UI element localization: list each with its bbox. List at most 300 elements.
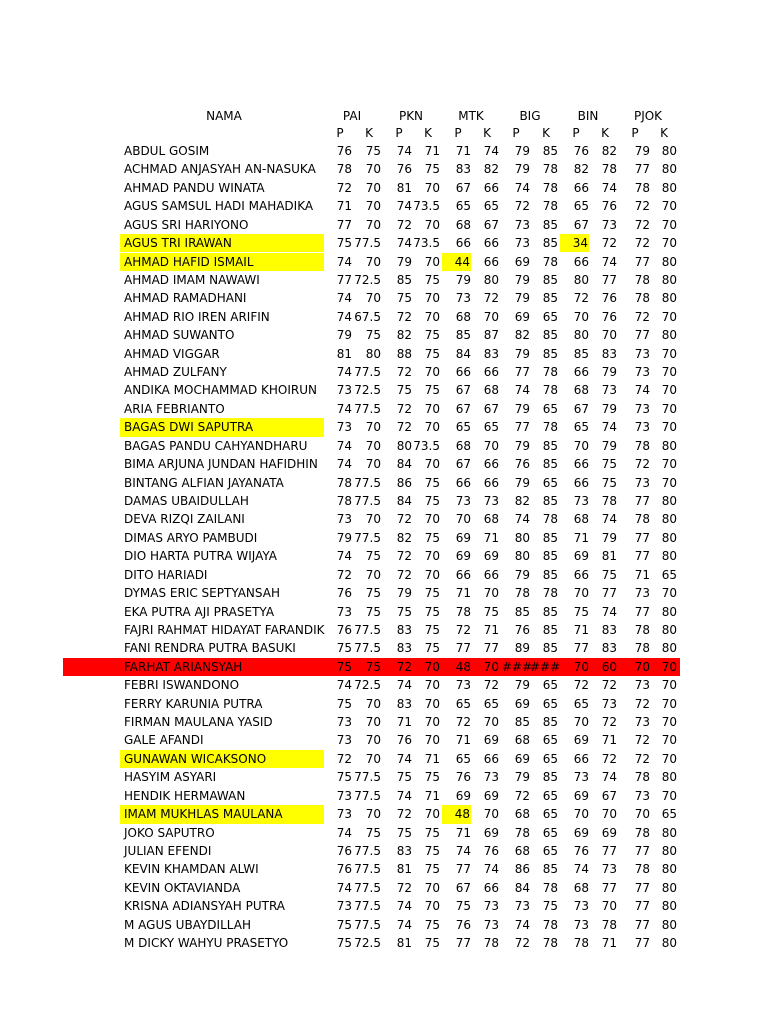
subheader-p: P [454, 126, 462, 140]
score-cell: 66 [483, 567, 499, 582]
subheader-k: K [542, 126, 550, 140]
score-cell: 70 [424, 420, 440, 435]
subheader-k: K [601, 126, 609, 140]
score-cell: 70 [424, 309, 440, 324]
score-cell: 80 [661, 825, 677, 840]
student-name: AHMAD RAMADHANI [124, 291, 247, 306]
score-cell: 74 [396, 917, 412, 932]
table-row [0, 271, 768, 289]
score-cell: 65 [542, 807, 558, 822]
table-row [0, 234, 768, 252]
score-cell: 70 [424, 899, 440, 914]
score-cell: 80 [661, 549, 677, 564]
score-cell: 70 [661, 696, 677, 711]
score-cell: 65 [542, 475, 558, 490]
score-cell: 69 [514, 254, 530, 269]
score-cell: 74 [336, 291, 352, 306]
score-cell: 72.5 [354, 936, 381, 951]
score-cell: 75 [396, 291, 412, 306]
score-cell: 73 [336, 383, 352, 398]
score-cell: 77 [601, 586, 617, 601]
score-cell: 77.5 [354, 788, 381, 803]
score-cell: 70 [365, 254, 381, 269]
student-name: DITO HARIADI [124, 567, 208, 582]
score-cell: 65 [661, 807, 677, 822]
score-cell: ### [502, 659, 533, 674]
table-row [0, 639, 768, 657]
score-cell: 66 [573, 751, 589, 766]
score-cell: 72 [396, 309, 412, 324]
score-cell: 70 [365, 567, 381, 582]
score-cell: 69 [601, 825, 617, 840]
student-name: ACHMAD ANJASYAH AN-NASUKA [124, 162, 316, 177]
header-subject-pjok: PJOK [633, 109, 663, 123]
score-cell: 75 [424, 272, 440, 287]
score-cell: 80 [573, 272, 589, 287]
score-cell: 84 [455, 346, 471, 361]
score-cell: 72 [396, 401, 412, 416]
student-name: EKA PUTRA AJI PRASETYA [124, 604, 275, 619]
student-name: ABDUL GOSIM [124, 144, 210, 158]
score-cell: 73 [336, 807, 352, 822]
score-cell: 65 [542, 825, 558, 840]
score-cell: 66 [483, 365, 499, 380]
student-name: ANDIKA MOCHAMMAD KHOIRUN [124, 383, 318, 398]
student-name: AGUS SAMSUL HADI MAHADIKA [124, 199, 314, 214]
score-cell: 74 [336, 678, 352, 693]
score-cell: 70 [365, 715, 381, 730]
score-cell: 73 [634, 346, 650, 361]
score-cell: 67 [573, 401, 589, 416]
score-cell: 65 [483, 199, 499, 214]
score-cell: 70 [365, 733, 381, 748]
subheader-p: P [395, 126, 403, 140]
score-cell: 74 [396, 788, 412, 803]
score-cell: 80 [365, 346, 381, 361]
score-cell: 80 [661, 254, 677, 269]
table-row [0, 345, 768, 363]
score-cell: 76 [601, 309, 617, 324]
score-cell: 70 [424, 365, 440, 380]
score-cell: 75 [396, 825, 412, 840]
score-cell: 77.5 [354, 530, 381, 545]
score-cell: 85 [542, 622, 558, 637]
score-cell: 73 [336, 420, 352, 435]
score-cell: 77 [601, 843, 617, 858]
score-cell: 73.5 [413, 438, 440, 453]
subheader-k: K [365, 126, 373, 140]
score-cell: 77 [634, 880, 650, 895]
score-cell: 85 [396, 272, 412, 287]
score-cell: 71 [396, 715, 412, 730]
score-cell: 82 [514, 328, 530, 343]
score-cell: 72 [601, 236, 617, 251]
student-name: AHMAD HAFID ISMAIL [120, 253, 324, 271]
score-cell: 76 [336, 622, 352, 637]
score-cell: 70 [601, 807, 617, 822]
table-row [0, 326, 768, 344]
score-cell: 71 [601, 936, 617, 951]
score-cell: 77 [634, 549, 650, 564]
score-cell: 77.5 [354, 770, 381, 785]
score-cell: 83 [483, 346, 499, 361]
score-cell: 70 [365, 807, 381, 822]
table-row [0, 731, 768, 749]
score-cell: 70 [424, 880, 440, 895]
student-name: JULIAN EFENDI [124, 843, 212, 858]
score-cell: 77 [634, 493, 650, 508]
score-cell: 83 [396, 696, 412, 711]
score-cell: 76 [336, 586, 352, 601]
score-cell: 73 [634, 788, 650, 803]
score-cell: 74 [336, 438, 352, 453]
subheader-k: K [483, 126, 491, 140]
score-cell: 74 [601, 420, 617, 435]
score-cell: 74 [601, 254, 617, 269]
score-cell: 72 [396, 512, 412, 527]
score-cell: 70 [365, 457, 381, 472]
score-cell: 77 [336, 272, 352, 287]
score-cell: 75 [396, 604, 412, 619]
score-cell: 70 [365, 696, 381, 711]
score-cell: 70 [424, 733, 440, 748]
score-cell: 79 [336, 530, 352, 545]
score-cell: 75 [424, 825, 440, 840]
score-cell: 67 [455, 457, 471, 472]
score-cell: 74 [483, 862, 499, 877]
score-cell: 69 [514, 309, 530, 324]
score-cell: 66 [483, 457, 499, 472]
score-cell: 83 [396, 641, 412, 656]
score-cell: 73.5 [413, 199, 440, 214]
header-subject-big: BIG [519, 109, 541, 123]
student-name: M AGUS UBAYDILLAH [124, 917, 251, 932]
subheader-p: P [336, 126, 344, 140]
score-cell: 76 [336, 843, 352, 858]
score-cell: 70 [424, 549, 440, 564]
score-cell: 73 [573, 899, 589, 914]
score-cell: 73 [514, 236, 530, 251]
student-name: ARIA FEBRIANTO [124, 401, 225, 416]
score-cell: 78 [542, 917, 558, 932]
score-cell: 65 [542, 843, 558, 858]
score-cell: 66 [483, 880, 499, 895]
score-cell: 78 [542, 199, 558, 214]
score-cell: 71 [424, 751, 440, 766]
score-cell: 78 [542, 365, 558, 380]
score-cell: 82 [483, 162, 499, 177]
score-cell: 72 [634, 751, 650, 766]
score-cell: 78 [634, 641, 650, 656]
score-cell: 84 [514, 880, 530, 895]
score-cell: 79 [336, 328, 352, 343]
score-cell: 77.5 [354, 862, 381, 877]
score-cell: 71 [455, 733, 471, 748]
score-cell: 82 [601, 144, 617, 158]
score-cell: 75 [365, 604, 381, 619]
score-cell: 77 [634, 917, 650, 932]
score-cell: 66 [573, 254, 589, 269]
score-cell: 70 [634, 807, 650, 822]
score-cell: 69 [573, 788, 589, 803]
score-cell: 75 [365, 549, 381, 564]
student-name: DYMAS ERIC SEPTYANSAH [124, 586, 280, 601]
score-cell: 78 [542, 586, 558, 601]
score-cell: 74 [396, 236, 412, 251]
table-row [0, 566, 768, 584]
score-cell: 78 [634, 512, 650, 527]
score-cell: 73 [634, 420, 650, 435]
score-cell: 73 [573, 917, 589, 932]
score-cell: 82 [396, 328, 412, 343]
score-cell: 73 [573, 770, 589, 785]
score-cell: 77.5 [354, 401, 381, 416]
score-cell: 77 [634, 843, 650, 858]
score-cell: 78 [336, 475, 352, 490]
score-cell: 75 [424, 493, 440, 508]
score-cell: 78 [336, 162, 352, 177]
score-cell: 75 [424, 843, 440, 858]
score-cell: 70 [365, 751, 381, 766]
score-cell: 65 [661, 567, 677, 582]
score-cell: 66 [455, 365, 471, 380]
score-cell: 75 [542, 899, 558, 914]
score-cell: 67 [601, 788, 617, 803]
table-row [0, 510, 768, 528]
student-name: FEBRI ISWANDONO [124, 678, 240, 693]
score-cell: 72 [634, 696, 650, 711]
score-cell: 85 [455, 328, 471, 343]
score-cell: 79 [514, 401, 530, 416]
score-cell: 73 [483, 770, 499, 785]
score-cell: 67 [573, 217, 589, 232]
score-cell: 75 [424, 622, 440, 637]
score-cell: 78 [634, 770, 650, 785]
score-cell: 71 [424, 788, 440, 803]
student-name: JOKO SAPUTRO [124, 825, 215, 840]
score-cell: 70 [483, 586, 499, 601]
score-cell: 72 [601, 751, 617, 766]
score-cell: 84 [396, 457, 412, 472]
score-cell: 72 [514, 788, 530, 803]
student-name: AGUS SRI HARIYONO [124, 217, 249, 232]
score-cell: 69 [483, 733, 499, 748]
score-cell: 73 [483, 493, 499, 508]
score-cell: 68 [483, 383, 499, 398]
score-cell: 70 [661, 788, 677, 803]
score-cell: 72 [634, 733, 650, 748]
score-cell: 68 [573, 512, 589, 527]
score-cell: 80 [661, 328, 677, 343]
table-row [0, 695, 768, 713]
score-cell: 85 [542, 862, 558, 877]
score-cell: 70 [424, 678, 440, 693]
score-cell: 70 [424, 807, 440, 822]
score-cell: 71 [601, 733, 617, 748]
score-cell: 77.5 [354, 622, 381, 637]
table-row [0, 142, 768, 160]
score-cell: 86 [396, 475, 412, 490]
score-cell: 80 [661, 936, 677, 951]
score-cell: 77 [483, 641, 499, 656]
score-cell: 70 [483, 438, 499, 453]
score-cell: 71 [634, 567, 650, 582]
header-subject-pai: PAI [342, 109, 362, 123]
score-cell: 70 [573, 586, 589, 601]
table-row [0, 860, 768, 878]
score-cell: 77.5 [354, 880, 381, 895]
score-cell: 87 [483, 328, 499, 343]
score-cell: 71 [573, 530, 589, 545]
student-name: DEVA RIZQI ZAILANI [124, 512, 245, 527]
score-cell: 76 [514, 622, 530, 637]
score-cell: 65 [573, 199, 589, 214]
score-cell: 70 [634, 659, 650, 674]
student-name: AHMAD VIGGAR [124, 346, 220, 361]
score-cell: 70 [365, 180, 381, 195]
score-cell: 44 [442, 253, 471, 271]
score-cell: 75 [336, 641, 352, 656]
score-cell: 85 [542, 641, 558, 656]
score-cell: 48 [442, 805, 471, 823]
score-cell: 77.5 [354, 365, 381, 380]
score-cell: 69 [483, 825, 499, 840]
score-cell: 70 [661, 236, 677, 251]
score-cell: 83 [601, 346, 617, 361]
score-cell: 72 [483, 291, 499, 306]
score-cell: 75 [424, 917, 440, 932]
score-cell: 74 [336, 365, 352, 380]
score-cell: 74 [336, 457, 352, 472]
score-cell: 72 [634, 236, 650, 251]
score-cell: 77 [514, 365, 530, 380]
table-row [0, 603, 768, 621]
student-name: KRISNA ADIANSYAH PUTRA [124, 899, 286, 914]
score-cell: 73 [455, 493, 471, 508]
score-cell: 71 [483, 530, 499, 545]
score-cell: 78 [634, 862, 650, 877]
score-cell: 77 [634, 162, 650, 177]
score-cell: 74 [396, 678, 412, 693]
score-cell: 80 [661, 530, 677, 545]
score-cell: 77 [573, 641, 589, 656]
student-name: KEVIN KHAMDAN ALWI [124, 862, 259, 877]
score-cell: 85 [542, 567, 558, 582]
score-cell: 78 [483, 936, 499, 951]
table-row [0, 768, 768, 786]
table-row [0, 787, 768, 805]
student-name: DAMAS UBAIDULLAH [124, 493, 249, 508]
score-cell: 77 [634, 254, 650, 269]
score-cell: 75 [455, 899, 471, 914]
score-cell: 65 [542, 678, 558, 693]
score-cell: 78 [634, 291, 650, 306]
score-cell: 83 [455, 162, 471, 177]
score-cell: 73 [336, 733, 352, 748]
table-row [0, 897, 768, 915]
score-cell: 73 [455, 291, 471, 306]
score-cell: 80 [661, 880, 677, 895]
score-cell: 66 [573, 567, 589, 582]
student-name: KEVIN OKTAVIANDA [124, 880, 241, 895]
score-cell: 72 [573, 678, 589, 693]
score-cell: 66 [483, 475, 499, 490]
score-cell: 70 [365, 162, 381, 177]
score-cell: 76 [601, 199, 617, 214]
score-cell: 79 [514, 291, 530, 306]
score-cell: 80 [661, 180, 677, 195]
score-cell: 67 [455, 401, 471, 416]
student-name: FAJRI RAHMAT HIDAYAT FARANDIK [124, 622, 325, 637]
score-cell: 76 [455, 917, 471, 932]
score-cell: 75 [424, 586, 440, 601]
score-cell: 74 [336, 401, 352, 416]
student-name: HENDIK HERMAWAN [124, 788, 246, 803]
score-cell: 70 [365, 438, 381, 453]
score-cell: 85 [542, 217, 558, 232]
score-cell: 74 [336, 309, 352, 324]
score-cell: 71 [455, 825, 471, 840]
score-cell: 70 [661, 678, 677, 693]
score-cell: 80 [661, 862, 677, 877]
score-cell: 66 [483, 751, 499, 766]
score-cell: 76 [573, 843, 589, 858]
score-cell: 75 [424, 328, 440, 343]
score-cell: 70 [661, 420, 677, 435]
score-cell: 65 [542, 733, 558, 748]
score-cell: 65 [455, 751, 471, 766]
score-cell: 81 [396, 180, 412, 195]
score-cell: 70 [661, 475, 677, 490]
table-row [0, 160, 768, 178]
score-cell: 74 [514, 180, 530, 195]
score-cell: 78 [634, 180, 650, 195]
score-cell: 77 [634, 936, 650, 951]
score-cell: 69 [455, 549, 471, 564]
score-cell: 85 [542, 272, 558, 287]
score-cell: 75 [424, 346, 440, 361]
score-cell: 65 [573, 420, 589, 435]
score-cell: 70 [661, 751, 677, 766]
score-cell: 79 [455, 272, 471, 287]
score-cell: 73 [634, 401, 650, 416]
score-cell: 72 [396, 807, 412, 822]
subheader-k: K [660, 126, 668, 140]
table-row [0, 418, 768, 436]
score-cell: 73 [455, 678, 471, 693]
subheader-p: P [631, 126, 639, 140]
score-cell: 73 [634, 678, 650, 693]
score-cell: 69 [455, 530, 471, 545]
score-cell: 73 [336, 788, 352, 803]
score-cell: 73 [483, 899, 499, 914]
score-cell: 78 [514, 586, 530, 601]
table-row [0, 179, 768, 197]
score-cell: 86 [514, 862, 530, 877]
score-cell: 77 [634, 530, 650, 545]
score-cell: 85 [542, 549, 558, 564]
score-cell: 72 [514, 199, 530, 214]
score-cell: 80 [661, 162, 677, 177]
score-cell: 68 [514, 807, 530, 822]
score-cell: 75 [424, 530, 440, 545]
score-cell: 72.5 [354, 383, 381, 398]
score-cell: 74 [573, 862, 589, 877]
score-cell: 69 [573, 549, 589, 564]
score-cell: 74 [396, 751, 412, 766]
score-cell: 72 [396, 365, 412, 380]
table-row [0, 805, 768, 823]
